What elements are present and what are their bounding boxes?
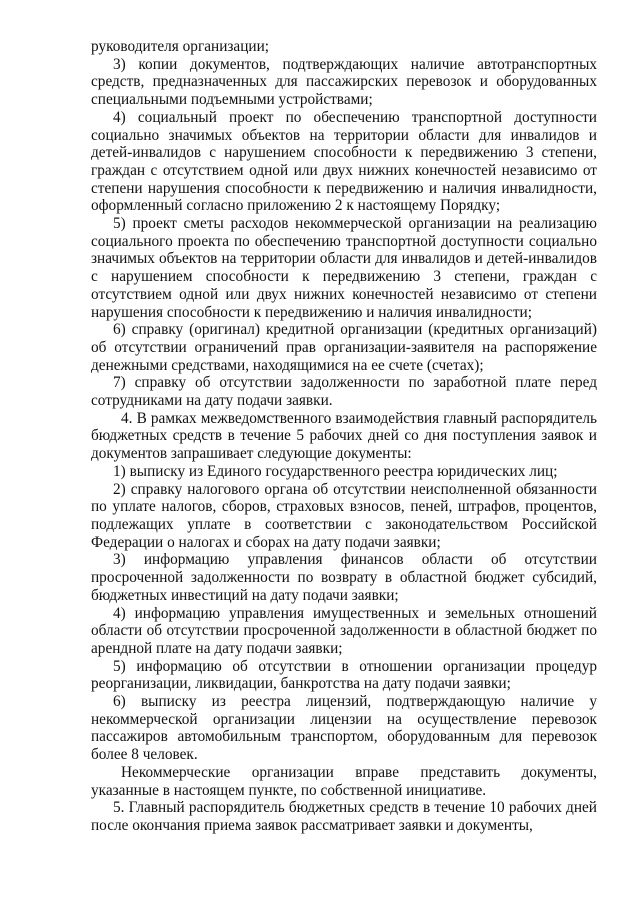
list-item-3-vehicle-documents: 3) копии документов, подтверждающих наличие автотранспортных средств, предназначенных для пассажирских перевозок и оборудованных специальными подъемными устройствами; <box>91 55 597 109</box>
paragraph-continuation: руководителя организации; <box>91 38 270 55</box>
clause-4-intro: 4. В рамках межведомственного взаимодействия главный распорядитель бюджетных средств в течение 5 рабочих дней со дня поступления заявок и документов запрашивает следующие документы: <box>91 409 597 463</box>
clause-4-item-6: 6) выписку из реестра лицензий, подтверждающую наличие у некоммерческой организации лицензии на осуществление перевозок пассажиров автомобильным транспортом, оборудованным для перевозок более 8 человек. <box>91 693 597 764</box>
clause-4-item-4: 4) информацию управления имущественных и земельных отношений области об отсутствии просроченной задолженности в областной бюджет по арендной плате на дату подачи заявки; <box>91 604 597 657</box>
clause-4-item-1: 1) выписку из Единого государственного реестра юридических лиц; <box>113 462 558 480</box>
list-item-5-cost-estimate: 5) проект сметы расходов некоммерческой организации на реализацию социального проекта по обеспечению транспортной доступности социально значимых объектов на территории области для инвалидов и детей-инвалидов с нарушением способности к передвижению 3 степени, граждан с отсутствием одной или двух нижних конечностей независимо от степени нарушения способности к передвижению и наличия инвалидности; <box>91 215 597 321</box>
clause-4-item-2: 2) справку налогового органа об отсутствии неисполненной обязанности по уплате налогов, сборов, страховых взносов, пеней, штрафов, процентов, подлежащих уплате в соответствии с законодательством Российской Федерации о налогах и сборах на дату подачи заявки; <box>91 480 597 551</box>
list-item-7-salary-certificate: 7) справку об отсутствии задолженности по заработной плате перед сотрудниками на дату подачи заявки. <box>91 374 597 410</box>
clause-5-start: 5. Главный распорядитель бюджетных средств в течение 10 рабочих дней после окончания приема заявок рассматривает заявки и документы, <box>91 799 597 834</box>
clause-4-note: Некоммерческие организации вправе представить документы, указанные в настоящем пункте, по собственной инициативе. <box>91 763 597 799</box>
clause-4-item-3: 3) информацию управления финансов области об отсутствии просроченной задолженности по возврату в областной бюджет субсидий, бюджетных инвестиций на дату подачи заявки; <box>91 551 597 604</box>
document-page <box>91 38 597 835</box>
list-item-4-social-project: 4) социальный проект по обеспечению транспортной доступности социально значимых объектов на территории области для инвалидов и детей-инвалидов с нарушением способности к передвижению 3 степени, граждан с отсутствием одной или двух нижних конечностей независимо от степени нарушения способности к передвижению и наличия инвалидности, оформленный согласно приложению 2 к настоящему Порядку; <box>91 108 597 215</box>
clause-4-item-5: 5) информацию об отсутствии в отношении организации процедур реорганизации, ликвидации, банкротства на дату подачи заявки; <box>91 657 597 693</box>
list-item-6-bank-certificate: 6) справку (оригинал) кредитной организации (кредитных организаций) об отсутствии ограничений прав организации-заявителя на распоряжение денежными средствами, находящимися на ее счете (счетах); <box>91 321 597 374</box>
